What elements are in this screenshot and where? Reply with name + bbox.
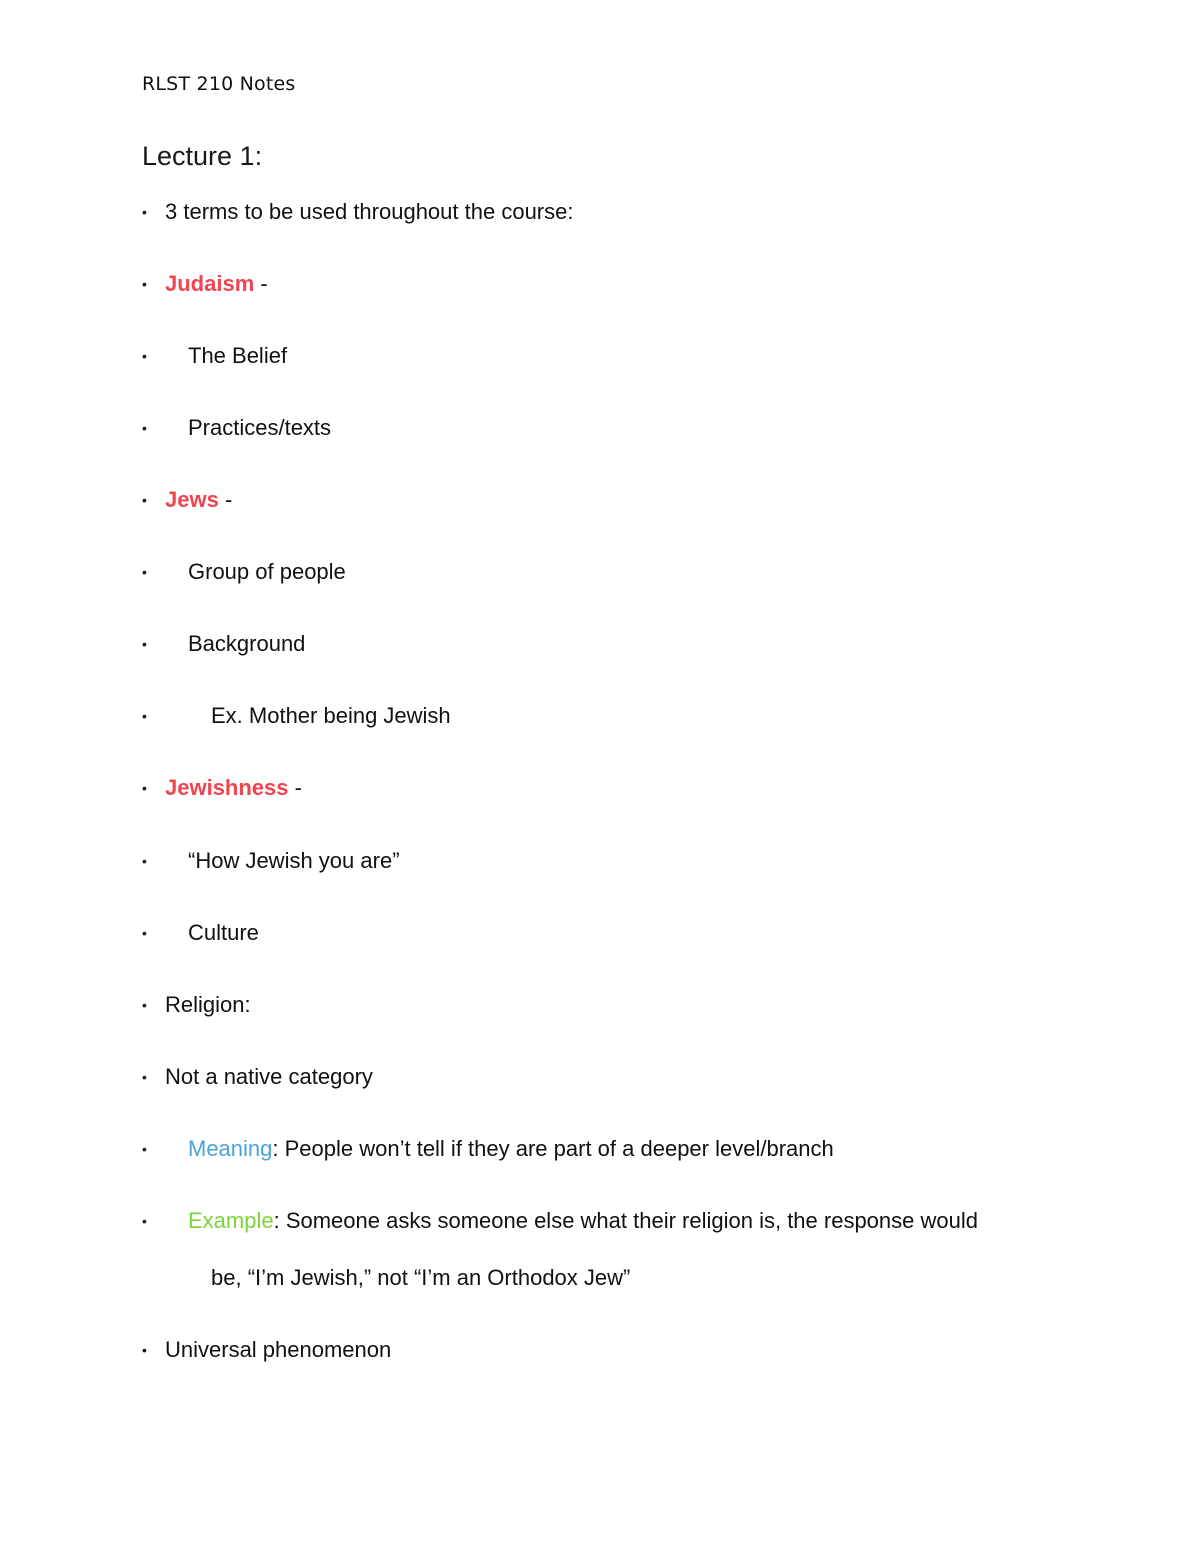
list-item-text: “How Jewish you are” — [188, 848, 400, 873]
list-item-text: Not a native category — [165, 1064, 373, 1089]
bullet: • — [142, 1213, 147, 1229]
bullet: • — [142, 564, 147, 580]
bullet: • — [142, 853, 147, 869]
term-dash: - — [288, 775, 302, 800]
list-item-text: Background — [188, 631, 306, 656]
bullet: • — [142, 925, 147, 941]
list-item-text: Culture — [188, 920, 259, 945]
document-header: RLST 210 Notes — [142, 73, 296, 95]
list-item-text: Religion: — [165, 992, 251, 1017]
term-jews: Jews — [165, 487, 219, 512]
list-item-text: : People won’t tell if they are part of a deeper level/branch — [272, 1136, 834, 1161]
lecture-title: Lecture 1: — [142, 141, 263, 171]
bullet: • — [142, 1141, 147, 1157]
bullet: • — [142, 492, 147, 508]
list-item-text: Practices/texts — [188, 415, 332, 440]
list-item-text: The Belief — [188, 343, 288, 368]
term-dash: - — [218, 487, 233, 512]
list-item-continuation: be, “I’m Jewish,” not “I’m an Orthodox Jew” — [211, 1265, 631, 1290]
bullet: • — [142, 708, 147, 724]
bullet: • — [142, 997, 147, 1013]
bullet: • — [142, 1342, 147, 1358]
bullet: • — [142, 276, 147, 292]
bullet: • — [142, 420, 147, 436]
bullet: • — [142, 204, 147, 220]
bullet: • — [142, 1069, 147, 1085]
list-item-text: Ex. Mother being Jewish — [211, 703, 451, 728]
bullet: • — [142, 636, 147, 652]
example-label: Example — [188, 1208, 274, 1233]
meaning-label: Meaning — [188, 1136, 273, 1161]
term-dash: - — [254, 271, 268, 296]
list-item-text: Universal phenomenon — [165, 1337, 392, 1362]
list-item-text: 3 terms to be used throughout the course: — [165, 199, 574, 224]
list-item-text: Group of people — [188, 559, 346, 584]
bullet: • — [142, 780, 147, 796]
term-jewishness: Jewishness — [165, 775, 289, 800]
bullet: • — [142, 348, 147, 364]
list-item-text: : Someone asks someone else what their religion is, the response would — [273, 1208, 978, 1233]
term-judaism: Judaism — [165, 271, 255, 296]
